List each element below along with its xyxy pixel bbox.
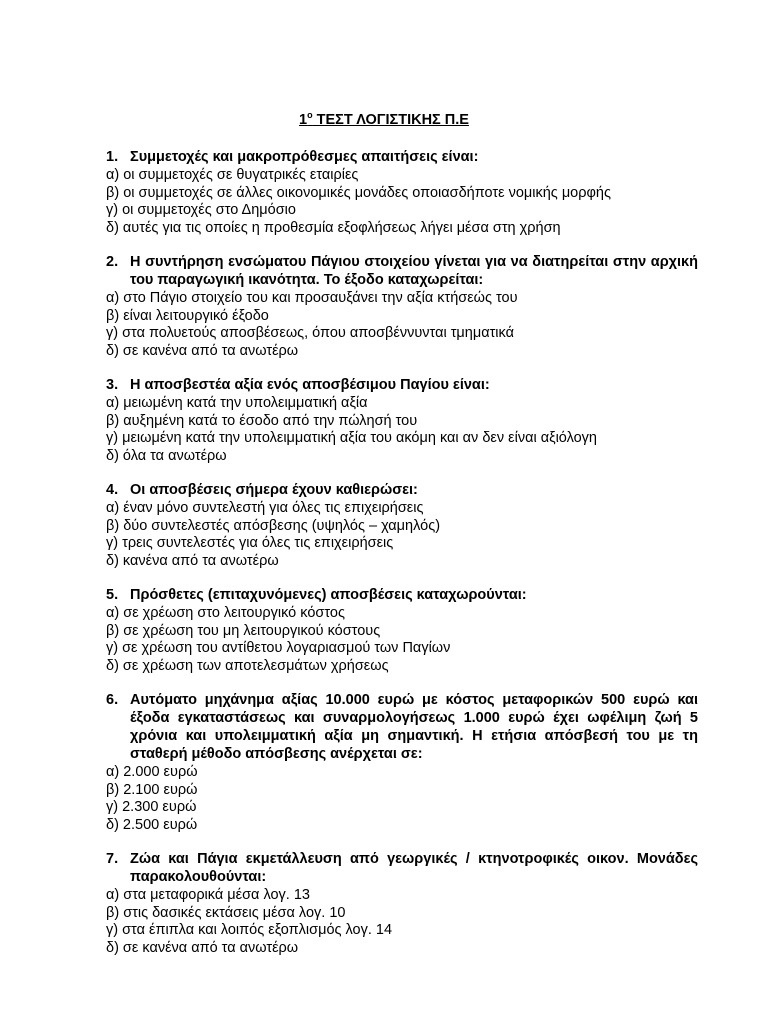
question-7 bbox=[106, 850, 698, 957]
title-number: 1 bbox=[299, 112, 308, 128]
question-heading bbox=[106, 376, 698, 394]
answer-option-b: β) οι συμμετοχές σε άλλες οικονομικές μονάδες οποιασδήποτε νομικής μορφής bbox=[106, 184, 611, 201]
question-6 bbox=[106, 691, 698, 834]
answer-option-c: γ) στα πολυετούς αποσβέσεως, όπου αποσβέννυνται τμηματικά bbox=[106, 325, 514, 341]
answer-option-b: β) 2.100 ευρώ bbox=[106, 781, 198, 798]
question-list bbox=[106, 148, 698, 973]
question-heading bbox=[106, 148, 698, 166]
question-heading bbox=[106, 253, 698, 289]
answer-option-a: α) μειωμένη κατά την υπολειμματική αξία bbox=[106, 395, 368, 411]
answer-option-a: α) 2.000 ευρώ bbox=[106, 764, 198, 780]
answer-option-b: β) αυξημένη κατά το έσοδο από την πώλησή του bbox=[106, 412, 418, 429]
answer-option-b: β) σε χρέωση του μη λειτουργικού κόστους bbox=[106, 622, 381, 639]
question-5 bbox=[106, 586, 698, 675]
answer-option-b: β) δύο συντελεστές απόσβεσης (υψηλός – χαμηλός) bbox=[106, 517, 441, 534]
question-number: 1. bbox=[106, 149, 119, 165]
question-3 bbox=[106, 376, 698, 465]
answer-option-c: γ) οι συμμετοχές στο Δημόσιο bbox=[106, 202, 296, 218]
answer-option-d: δ) κανένα από τα ανωτέρω bbox=[106, 552, 279, 569]
question-number: 2. bbox=[106, 254, 119, 270]
question-text: Συμμετοχές και μακροπρόθεσμες απαιτήσεις είναι: bbox=[130, 149, 479, 165]
question-number: 5. bbox=[106, 587, 119, 603]
question-text: Η αποσβεστέα αξία ενός αποσβέσιμου Παγίου είναι: bbox=[130, 377, 490, 393]
question-text: Ζώα και Πάγια εκμετάλλευση από γεωργικές / κτηνοτροφικές οικον. Μονάδες παρακολουθούνται: bbox=[130, 851, 698, 885]
question-4 bbox=[106, 481, 698, 570]
question-number: 3. bbox=[106, 377, 119, 393]
question-heading bbox=[106, 586, 698, 604]
question-text: Οι αποσβέσεις σήμερα έχουν καθιερώσει: bbox=[130, 482, 418, 498]
answer-option-d: δ) αυτές για τις οποίες η προθεσμία εξοφλήσεως λήγει μέσα στη χρήση bbox=[106, 219, 561, 236]
question-text: Η συντήρηση ενσώματου Πάγιου στοιχείου γίνεται για να διατηρείται στην αρχική του παραγωγική ικανότητα. Το έξοδο καταχωρείται: bbox=[130, 254, 698, 288]
answer-option-b: β) είναι λειτουργικό έξοδο bbox=[106, 307, 269, 324]
answer-option-a: α) οι συμμετοχές σε θυγατρικές εταιρίες bbox=[106, 167, 359, 183]
question-text: Πρόσθετες (επιταχυνόμενες) αποσβέσεις καταχωρούνται: bbox=[130, 587, 527, 603]
answer-option-c: γ) τρεις συντελεστές για όλες τις επιχειρήσεις bbox=[106, 535, 394, 551]
title-ordinal-superscript: ο bbox=[307, 110, 313, 120]
question-number: 4. bbox=[106, 482, 119, 498]
question-text: Αυτόματο μηχάνημα αξίας 10.000 ευρώ με κόστος μεταφορικών 500 ευρώ και έξοδα εγκαταστάσεως και συναρμολογήσεως 1.000 ευρώ έχει ωφέλιμη ζωή 5 χρόνια και υπολειμματική αξία μη σημαντική. Η ετήσια απόσβεσή του με τη σταθερή μέθοδο απόσβεσης ανέρχεται σε: bbox=[130, 692, 698, 762]
question-heading bbox=[106, 850, 698, 886]
answer-option-c: γ) στα έπιπλα και λοιπός εξοπλισμός λογ. 14 bbox=[106, 922, 393, 938]
title-text: ΤΕΣΤ ΛΟΓΙΣΤΙΚΗΣ Π.Ε bbox=[312, 112, 469, 128]
answer-option-c: γ) 2.300 ευρώ bbox=[106, 799, 197, 815]
answer-option-c: γ) μειωμένη κατά την υπολειμματική αξία του ακόμη και αν δεν είναι αξιόλογη bbox=[106, 430, 597, 446]
question-heading bbox=[106, 691, 698, 763]
answer-option-d: δ) όλα τα ανωτέρω bbox=[106, 447, 227, 464]
document-title bbox=[0, 110, 768, 130]
answer-option-a: α) έναν μόνο συντελεστή για όλες τις επιχειρήσεις bbox=[106, 500, 424, 516]
answer-option-a: α) σε χρέωση στο λειτουργικό κόστος bbox=[106, 605, 345, 621]
answer-option-d: δ) 2.500 ευρώ bbox=[106, 816, 198, 833]
question-heading bbox=[106, 481, 698, 499]
answer-option-a: α) στα μεταφορικά μέσα λογ. 13 bbox=[106, 887, 310, 903]
answer-option-d: δ) σε κανένα από τα ανωτέρω bbox=[106, 939, 299, 956]
question-number: 6. bbox=[106, 692, 119, 708]
answer-option-d: δ) σε χρέωση των αποτελεσμάτων χρήσεως bbox=[106, 657, 389, 674]
question-2 bbox=[106, 253, 698, 360]
answer-option-b: β) στις δασικές εκτάσεις μέσα λογ. 10 bbox=[106, 904, 346, 921]
answer-option-a: α) στο Πάγιο στοιχείο του και προσαυξάνει την αξία κτήσεώς του bbox=[106, 290, 518, 306]
answer-option-d: δ) σε κανένα από τα ανωτέρω bbox=[106, 342, 299, 359]
question-number: 7. bbox=[106, 851, 119, 867]
answer-option-c: γ) σε χρέωση του αντίθετου λογαριασμού των Παγίων bbox=[106, 640, 451, 656]
question-1 bbox=[106, 148, 698, 237]
